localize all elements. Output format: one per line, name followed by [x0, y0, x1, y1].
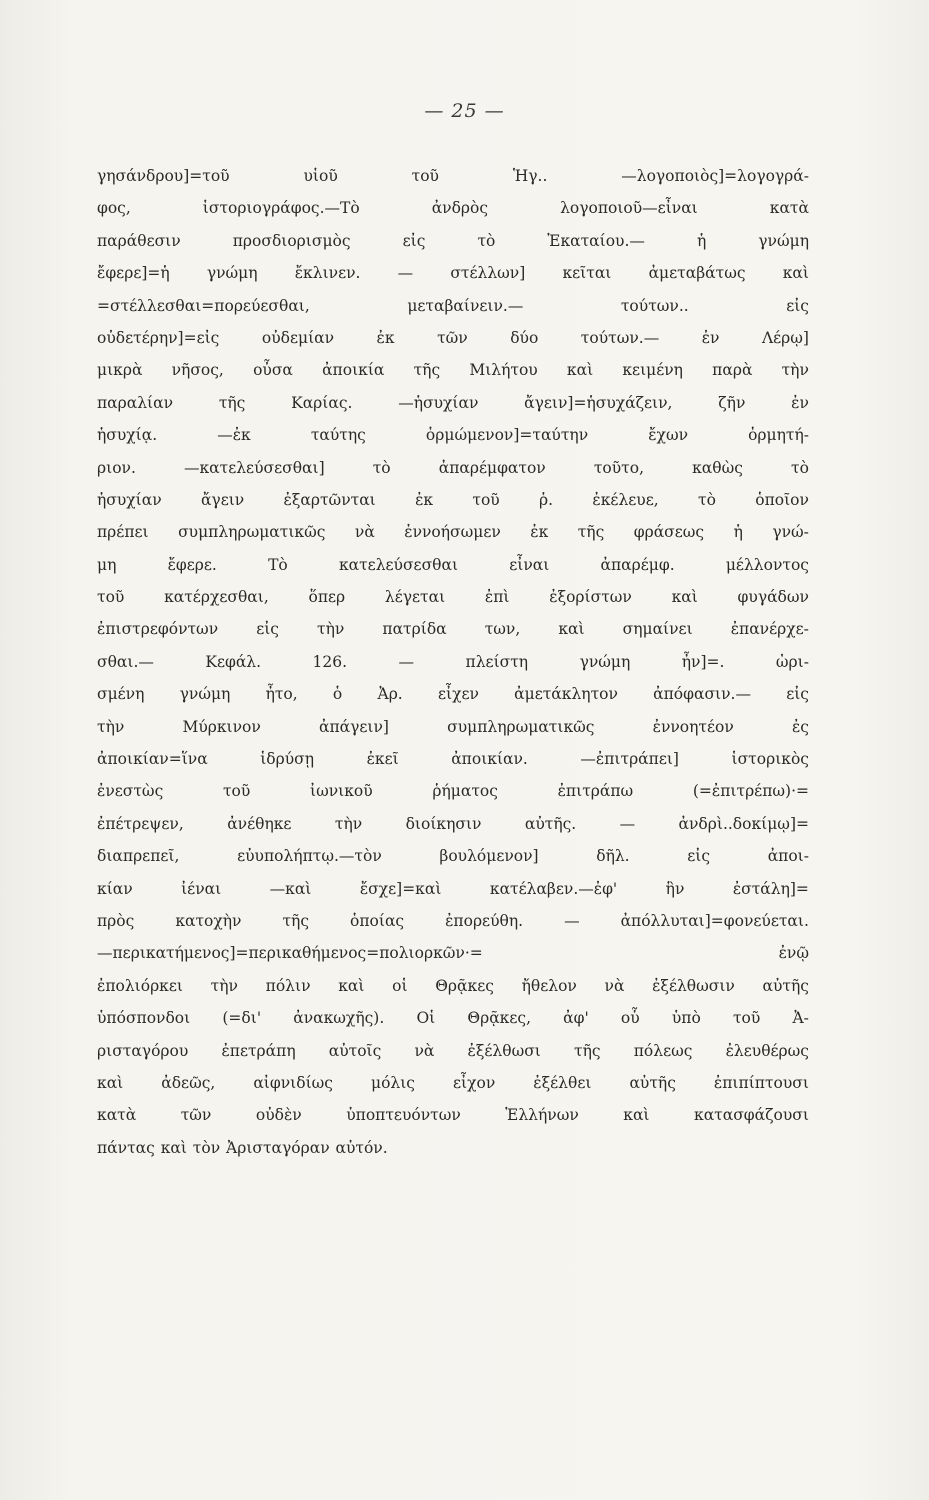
text-line: οὐδετέρην]=εἰς οὐδεμίαν ἐκ τῶν δύο τούτων.— ἐν Λέρῳ]	[97, 328, 809, 347]
text-line: σμένη γνώμη ἦτο, ὁ Ἀρ. εἶχεν ἀμετάκλητον ἀπόφασιν.— εἰς	[97, 685, 809, 704]
text-line: κατὰ τῶν οὐδὲν ὑποπτευόντων Ἑλλήνων καὶ κατασφάζουσι	[97, 1106, 809, 1125]
text-line: ἐπολιόρκει τὴν πόλιν καὶ οἱ Θρᾷκες ἤθελον νὰ ἐξέλθωσιν αὐτῆς	[97, 976, 809, 995]
text-line: πρὸς κατοχὴν τῆς ὁποίας ἐπορεύθη. — ἀπόλλυται]=φονεύεται.	[97, 911, 809, 930]
text-line: ριον. —κατελεύσεσθαι] τὸ ἀπαρέμφατον τοῦτο, καθὼς τὸ	[97, 458, 809, 477]
text-line: κίαν ἰέναι —καὶ ἔσχε]=καὶ κατέλαβεν.—ἐφ' ἣν ἐστάλη]=	[97, 879, 809, 898]
text-line: μη ἔφερε. Τὸ κατελεύσεσθαι εἶναι ἀπαρέμφ. μέλλοντος	[97, 555, 809, 574]
commentary-text-block	[97, 160, 809, 1164]
text-line: παραλίαν τῆς Καρίας. —ἡσυχίαν ἄγειν]=ἡσυχάζειν, ζῆν ἐν	[97, 393, 809, 412]
text-line: πρέπει συμπληρωματικῶς νὰ ἐννοήσωμεν ἐκ τῆς φράσεως ἡ γνώ-	[97, 523, 809, 542]
text-line: μικρὰ νῆσος, οὖσα ἀποικία τῆς Μιλήτου καὶ κειμένη παρὰ τὴν	[97, 361, 809, 380]
text-line: ἐπέτρεψεν, ἀνέθηκε τὴν διοίκησιν αὐτῆς. — ἀνδρὶ..δοκίμῳ]=	[97, 814, 809, 833]
text-line: τοῦ κατέρχεσθαι, ὅπερ λέγεται ἐπὶ ἐξορίστων καὶ φυγάδων	[97, 588, 809, 607]
text-line: ἡσυχίαν ἄγειν ἐξαρτῶνται ἐκ τοῦ ῥ. ἐκέλευε, τὸ ὁποῖον	[97, 490, 809, 509]
text-line: ὑπόσπονδοι (=δι' ἀνακωχῆς). Οἱ Θρᾷκες, ἀφ' οὗ ὑπὸ τοῦ Ἀ-	[97, 1009, 809, 1028]
text-line: ρισταγόρου ἐπετράπη αὐτοῖς νὰ ἐξέλθωσι τῆς πόλεως ἐλευθέρως	[97, 1041, 809, 1060]
text-line: ἡσυχίᾳ. —ἐκ ταύτης ὁρμώμενον]=ταύτην ἔχων ὁρμητή-	[97, 426, 809, 445]
text-line: καὶ ἀδεῶς, αἰφνιδίως μόλις εἶχον ἐξέλθει αὐτῆς ἐπιπίπτουσι	[97, 1073, 809, 1092]
text-line: —περικατήμενος]=περικαθήμενος=πολιορκῶν·= ἐνῷ	[97, 944, 809, 963]
text-line: ἔφερε]=ἡ γνώμη ἔκλινεν. — στέλλων] κεῖται ἀμεταβάτως καὶ	[97, 264, 809, 283]
text-line: διαπρεπεῖ, εὐυπολήπτῳ.—τὸν βουλόμενον] δῆλ. εἰς ἀποι-	[97, 847, 809, 866]
text-line: παράθεσιν προσδιορισμὸς εἰς τὸ Ἑκαταίου.— ἡ γνώμη	[97, 231, 809, 250]
text-line: ἐνεστὼς τοῦ ἰωνικοῦ ῥήματος ἐπιτράπω (=ἐπιτρέπω)·=	[97, 782, 809, 801]
text-line: =στέλλεσθαι=πορεύεσθαι, μεταβαίνειν.— τούτων.. εἰς	[97, 296, 809, 315]
text-line: φος, ἱστοριογράφος.—Τὸ ἀνδρὸς λογοποιοῦ—εἶναι κατὰ	[97, 199, 809, 218]
text-line: τὴν Μύρκινον ἀπάγειν] συμπληρωματικῶς ἐννοητέον ἐς	[97, 717, 809, 736]
text-line: πάντας καὶ τὸν Ἀρισταγόραν αὐτόν.	[97, 1138, 388, 1157]
page-number: — 25 —	[424, 100, 505, 122]
text-line: γησάνδρου]=τοῦ υἱοῦ τοῦ Ἡγ.. —λογοποιὸς]=λογογρά-	[97, 167, 809, 185]
text-line: σθαι.— Κεφάλ. 126. — πλείστη γνώμη ἦν]=. ὡρι-	[97, 652, 809, 671]
text-line: ἐπιστρεφόντων εἰς τὴν πατρίδα των, καὶ σημαίνει ἐπανέρχε-	[97, 620, 809, 639]
text-line: ἀποικίαν=ἵνα ἱδρύσῃ ἐκεῖ ἀποικίαν. —ἐπιτράπει] ἱστορικὸς	[97, 750, 809, 769]
